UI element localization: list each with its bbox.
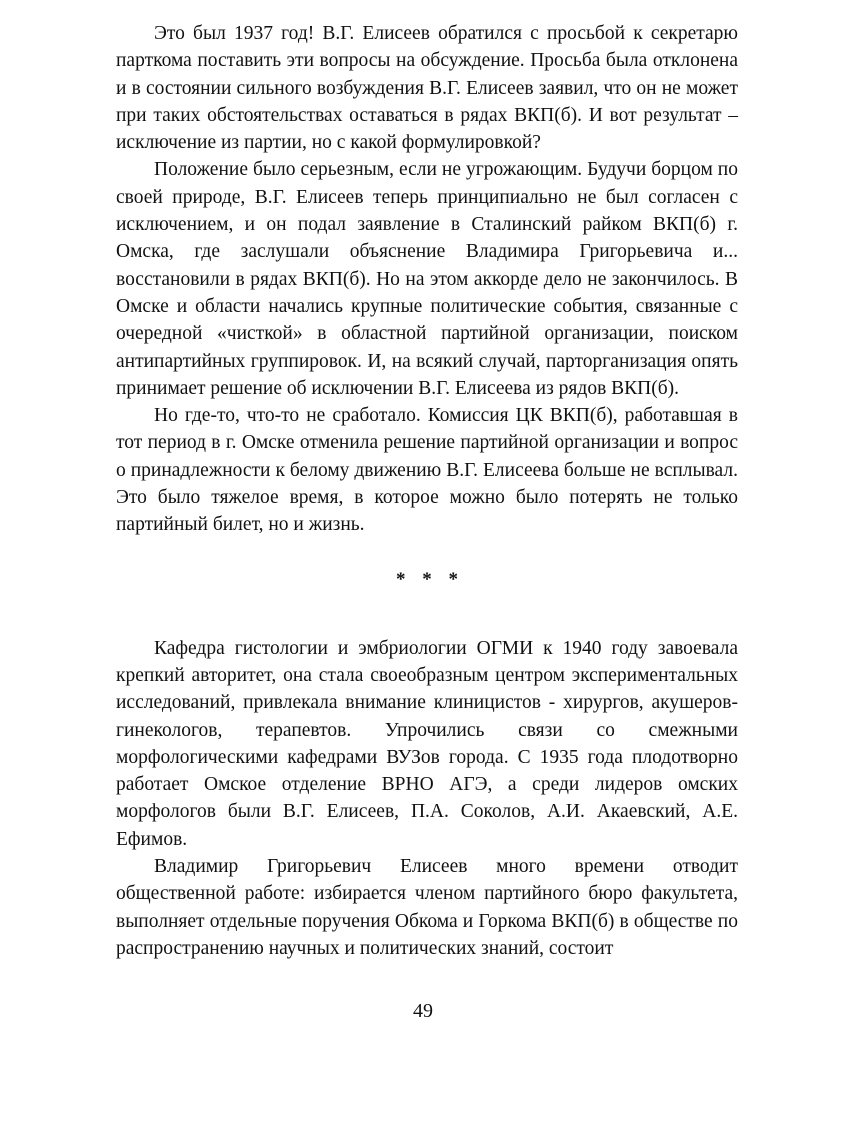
section-separator: * * * [396, 568, 464, 590]
paragraph: Положение было серьезным, если не угрожающим. Будучи борцом по своей природе, В.Г. Елисеев теперь принципиально не был согласен с исключением, и он подал заявление в Сталинский райком ВКП(б) г. Омска, где заслушали объяснение Владимира Григорьевича и... восстановили в рядах ВКП(б). Но на этом аккорде дело не закончилось. В Омске и области начались крупные политические события, связанные с очередной «чисткой» в областной партийной организации, поиском антипартийных группировок. И, на всякий случай, парторганизация опять принимает решение об исключении В.Г. Елисеева из рядов ВКП(б). [116, 159, 738, 399]
paragraph: Владимир Григорьевич Елисеев много времени отводит общественной работе: избирается членом партийного бюро факультета, выполняет отдельные поручения Обкома и Горкома ВКП(б) в обществе по распространению научных и политических знаний, состоит [116, 856, 738, 959]
page-body [116, 20, 738, 962]
paragraph: Это был 1937 год! В.Г. Елисеев обратился с просьбой к секретарю парткома поставить эти вопросы на обсуждение. Просьба была отклонена и в состоянии сильного возбуждения В.Г. Елисеев заявил, что он не может при таких обстоятельствах оставаться в рядах ВКП(б). И вот результат – исключение из партии, но с какой формулировкой? [116, 23, 738, 154]
paragraph: Но где-то, что-то не сработало. Комиссия ЦК ВКП(б), работавшая в тот период в г. Омске отменила решение партийной организации и вопрос о принадлежности к белому движению В.Г. Елисеева больше не всплывал. Это было тяжелое время, в которое можно было потерять не только партийный билет, но и жизнь. [116, 405, 738, 536]
paragraph: Кафедра гистологии и эмбриологии ОГМИ к 1940 году завоевала крепкий авторитет, она стала своеобразным центром экспериментальных исследований, привлекала внимание клиницистов - хирургов, акушеров-гинекологов, терапевтов. Упрочились связи со смежными морфологическими кафедрами ВУЗов города. С 1935 года плодотворно работает Омское отделение ВРНО АГЭ, а среди лидеров омских морфологов были В.Г. Елисеев, П.А. Соколов, А.И. Акаевский, А.Е. Ефимов. [116, 637, 738, 850]
page-number: 49 [413, 1000, 433, 1022]
